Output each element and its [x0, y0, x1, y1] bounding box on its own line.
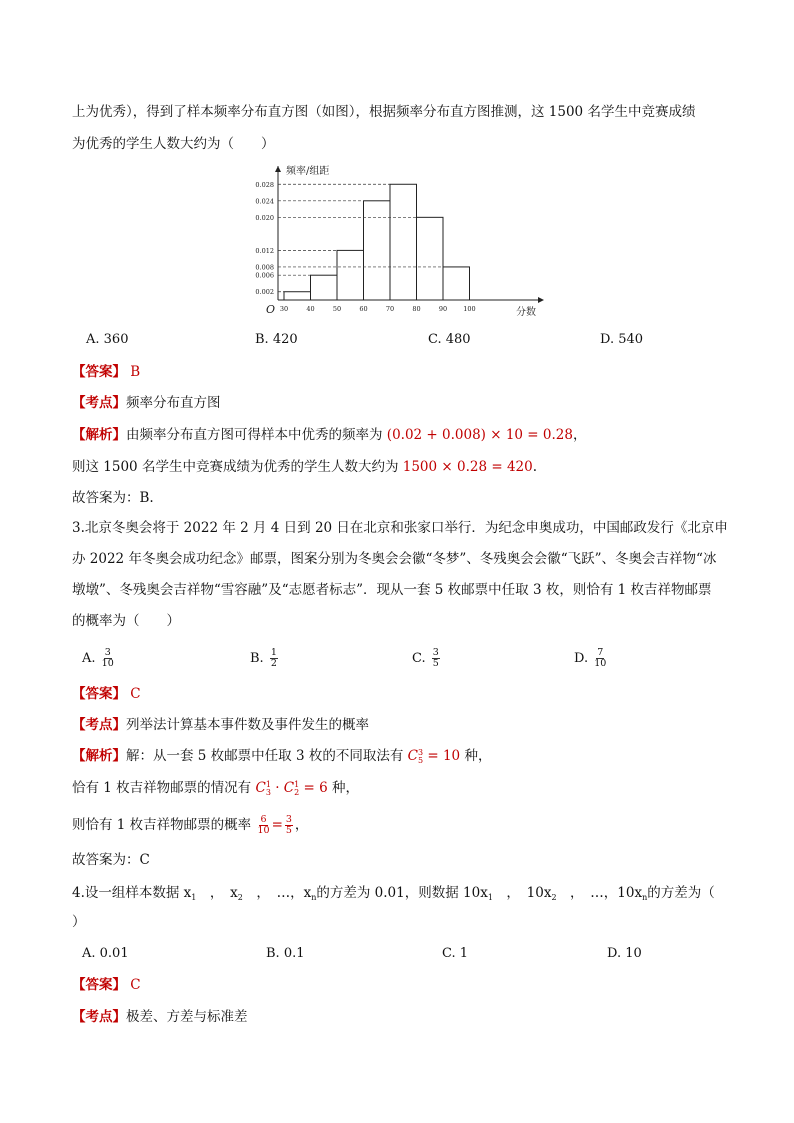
y-tick-label: 0.012 [255, 246, 274, 255]
chart-y-axis-label: 频率/组距 [286, 166, 330, 177]
q3-answer-row [72, 684, 141, 704]
q2-option-a: A. 360 [86, 332, 129, 347]
x-tick-label: 80 [412, 305, 421, 313]
q2-jiexi-text: 由频率分布直方图可得样本中优秀的频率为 [126, 427, 383, 443]
q3-option-b [250, 648, 280, 669]
x-tick-label: 40 [306, 305, 315, 313]
x-tick-label: 50 [332, 305, 342, 313]
q3-kaodian-text: 列举法计算基本事件数及事件发生的概率 [126, 717, 369, 733]
q2-answer-value: B [130, 364, 141, 380]
q3-stem-line1: 3.北京冬奥会将于 2022 年 2 月 4 日到 20 日在北京和张家口举行．为纪念申奥成功，中国邮政发行《北京申 [72, 520, 728, 536]
y-tick-label: 0.002 [255, 288, 274, 297]
q2-option-c: C. 480 [428, 332, 471, 347]
q3-jiexi-row [72, 746, 491, 766]
histogram-bar [443, 267, 470, 300]
q3-jiexi-row2 [72, 778, 359, 798]
q3-fraction-2: $\frac{3}{5}$ [285, 814, 292, 836]
q2-line-b-end: . [532, 459, 538, 475]
y-tick-label: 0.024 [255, 197, 274, 206]
q3-jiexi-end: 种， [460, 748, 492, 764]
chart-origin-label: O [266, 303, 276, 316]
q2-line-b-text: 则这 1500 名学生中竞赛成绩为优秀的学生人数大约为 [72, 459, 399, 475]
y-tick-label: 0.006 [255, 271, 274, 280]
q3-option-d-fraction: $\frac{7}{10}$ [594, 647, 607, 669]
q3-option-d-label: D. [574, 651, 589, 666]
jiexi-tag: 【解析】 [72, 748, 126, 764]
q2-kaodian-text: 频率分布直方图 [126, 395, 221, 411]
q3-dot: · [270, 780, 284, 796]
x-tick-label: 90 [438, 305, 448, 313]
answer-tag: 【答案】 [72, 364, 126, 380]
q2-jiexi-row [72, 425, 586, 445]
y-tick-label: 0.008 [255, 263, 274, 272]
q3-fraction-1: $\frac{6}{10}$ [257, 814, 270, 836]
y-tick-label: 0.020 [255, 213, 274, 222]
q2-jiexi-row2 [72, 457, 537, 477]
q2-answer-row [72, 362, 140, 382]
q3-line-b-end: 种， [327, 780, 359, 796]
jiexi-tag: 【解析】 [72, 427, 126, 443]
q2-jiexi-end: ， [572, 427, 587, 443]
histogram-bar [417, 217, 444, 300]
q4-kaodian-text: 极差、方差与标准差 [126, 1009, 248, 1025]
q3-jiexi-formula-rest: = 10 [423, 748, 461, 764]
q3-kaodian-row [72, 715, 369, 735]
q3-option-c [412, 648, 442, 669]
q3-option-d [574, 648, 608, 669]
y-axis-arrow [275, 166, 281, 172]
q3-line-c-eq: = [271, 817, 283, 833]
q3-answer-value: C [130, 686, 141, 702]
q3-option-b-fraction: $\frac{1}{2}$ [270, 647, 277, 669]
q3-line-b-rest: = 6 [299, 780, 328, 796]
q3-jiexi-row3 [72, 815, 308, 836]
q3-combination-1: C 1 3 [255, 779, 271, 797]
kaodian-tag: 【考点】 [72, 395, 126, 411]
answer-tag: 【答案】 [72, 977, 126, 993]
q3-option-c-label: C. [412, 651, 426, 666]
q2-conclusion: 故答案为：B. [72, 490, 154, 506]
q3-option-c-fraction: $\frac{3}{5}$ [432, 647, 439, 669]
q4-answer-value: C [130, 977, 141, 993]
q2-jiexi-formula: (0.02 + 0.008) × 10 = 0.28 [386, 427, 573, 443]
x-tick-label: 100 [463, 305, 476, 313]
x-axis-arrow [538, 297, 544, 303]
q2-option-b: B. 420 [255, 332, 298, 347]
q3-stem-line2: 办 2022 年冬奥会成功纪念》邮票，图案分别为冬奥会会徽“冬梦”、冬残奥会会徽“飞跃”、冬奥会吉祥物“冰 [72, 551, 717, 567]
q3-line-c-end: ， [294, 817, 309, 833]
q4-option-a: A. 0.01 [82, 946, 129, 961]
histogram-bar [284, 292, 311, 300]
q3-line-b-text: 恰有 1 枚吉祥物邮票的情况有 [72, 780, 252, 796]
q3-combination-2: C 1 2 [283, 779, 300, 797]
q4-stem-line1: 4.设一组样本数据 $x_1$ ， $x_2$ ， …，$x_n$的方差为 0.01，则数据 $10x_1$ ， $10x_2$ ， …，$10x_n$的方差为（ [72, 885, 715, 902]
q2-stem-line2: 为优秀的学生人数大约为（ ） [72, 136, 275, 152]
q3-option-a [82, 648, 116, 669]
q2-line-b-formula: 1500 × 0.28 = 420 [402, 459, 533, 475]
q3-stem-line3: 墩墩”、冬残奥会吉祥物“雪容融”及“志愿者标志”．现从一套 5 枚邮票中任取 3 枚，则恰有 1 枚吉祥物邮票 [72, 582, 712, 598]
q4-option-c: C. 1 [442, 946, 469, 961]
q2-stem-line1: 上为优秀），得到了样本频率分布直方图（如图），根据频率分布直方图推测，这 1500 名学生中竞赛成绩 [72, 104, 696, 120]
y-tick-label: 0.028 [255, 180, 274, 189]
chart-x-axis-label: 分数 [516, 307, 536, 318]
kaodian-tag: 【考点】 [72, 1009, 126, 1025]
frequency-histogram [238, 160, 548, 325]
q3-stem-line4: 的概率为（ ） [72, 613, 180, 629]
x-tick-label: 60 [359, 305, 368, 313]
q3-jiexi-text: 解：从一套 5 枚邮票中任取 3 枚的不同取法有 [126, 748, 404, 764]
q4-answer-row [72, 975, 141, 995]
answer-tag: 【答案】 [72, 686, 126, 702]
q3-option-a-label: A. [82, 651, 96, 666]
q3-line-c-text: 则恰有 1 枚吉祥物邮票的概率 [72, 817, 252, 833]
q3-option-a-fraction: $\frac{3}{10}$ [101, 647, 114, 669]
q4-option-b: B. 0.1 [266, 946, 305, 961]
q3-combination: C 3 5 [407, 747, 424, 765]
x-tick-label: 70 [385, 305, 395, 313]
histogram-bar [311, 275, 338, 300]
q4-stem-line2: ） [72, 914, 86, 930]
histogram-bar [364, 201, 391, 300]
histogram-bar [337, 250, 364, 300]
q4-option-d: D. 10 [607, 946, 642, 961]
x-tick-label: 30 [279, 305, 289, 313]
q4-kaodian-row [72, 1007, 248, 1027]
q2-option-d: D. 540 [600, 332, 644, 347]
histogram-bar [390, 184, 417, 300]
q3-option-b-label: B. [250, 651, 264, 666]
q2-kaodian-row [72, 393, 221, 413]
q3-conclusion: 故答案为：C [72, 852, 150, 868]
kaodian-tag: 【考点】 [72, 717, 126, 733]
